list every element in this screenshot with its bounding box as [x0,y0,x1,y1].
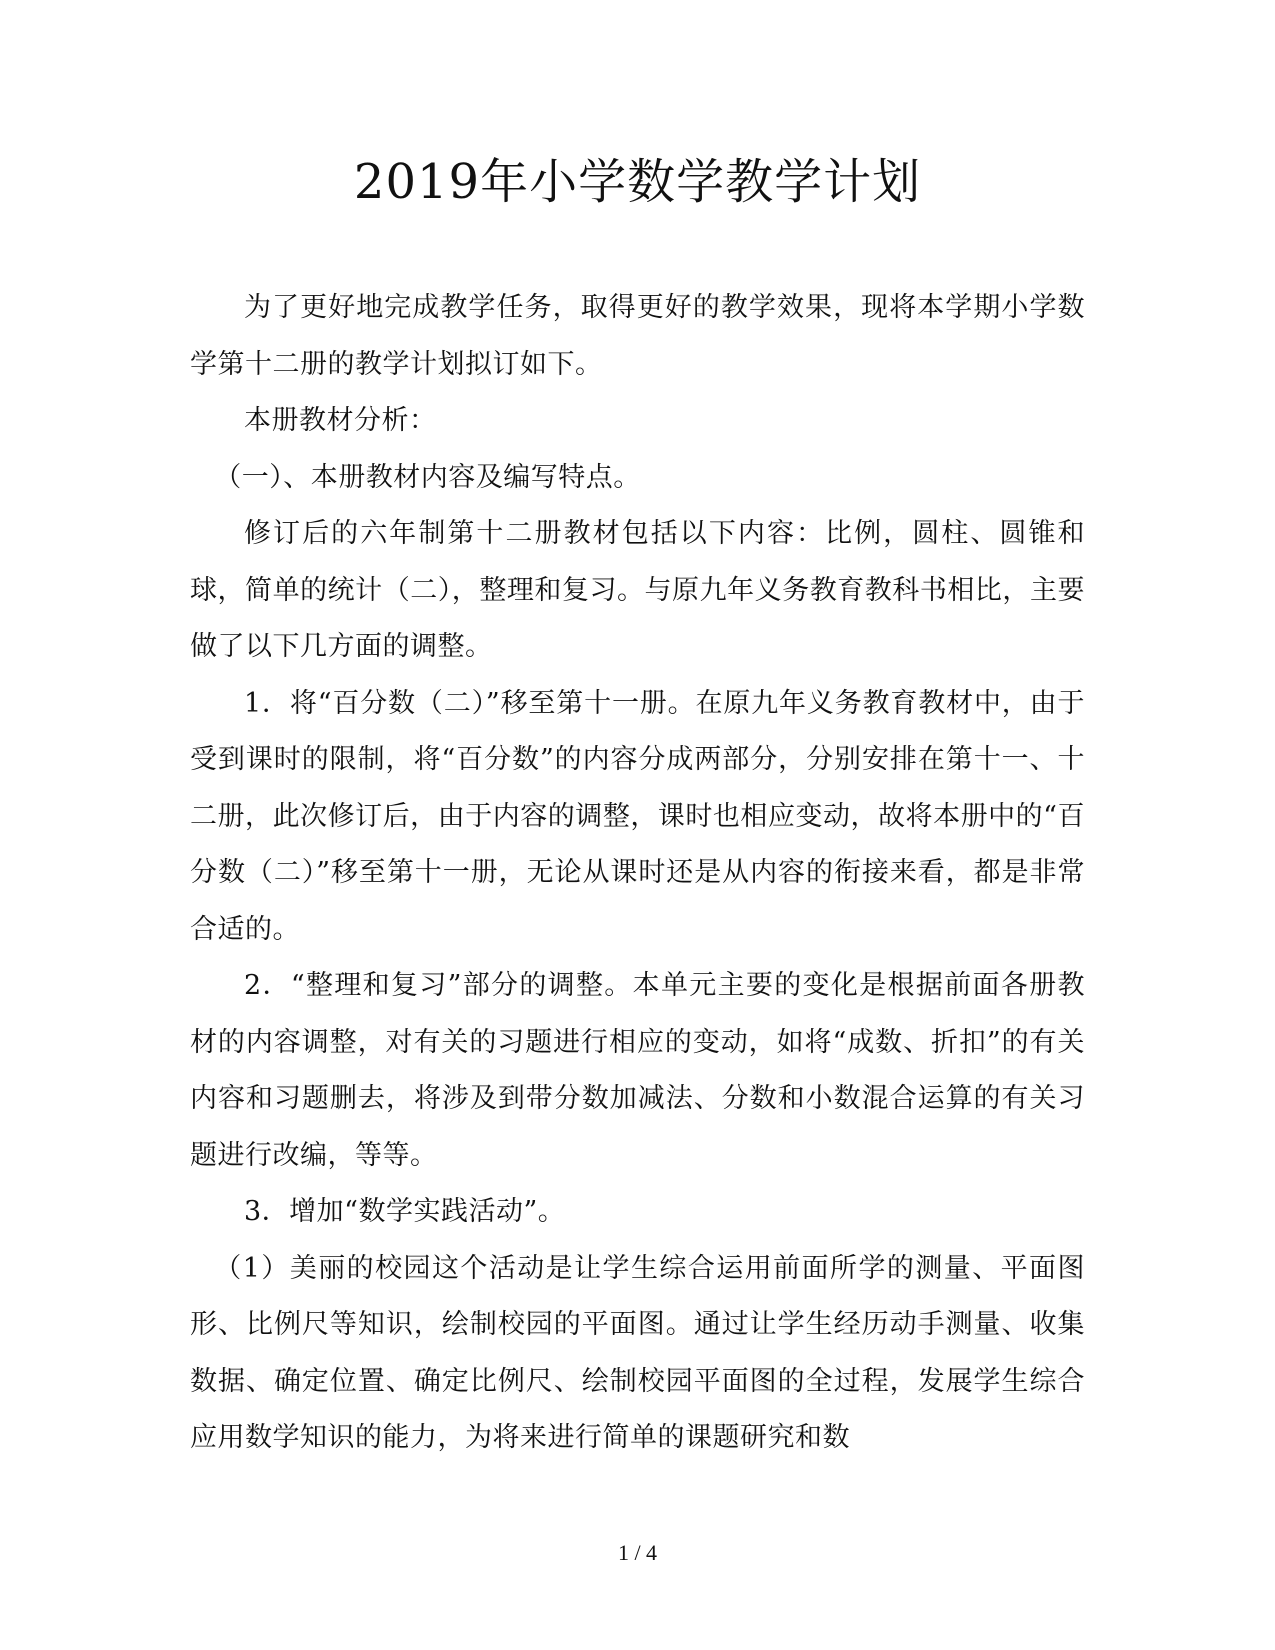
document-title: 2019年小学数学教学计划 [353,154,922,210]
paragraph-item-1: 1．将“百分数（二）”移至第十一册。在原九年义务教育教材中，由于受到课时的限制，将“百分数”的内容分成两部分，分别安排在第十一、十二册，此次修订后，由于内容的调整，课时也相应变动，故将本册中的“百分数（二）”移至第十一册，无论从课时还是从内容的衔接来看，都是非常合适的。 [190,687,1085,945]
document-body [190,280,1085,1467]
paragraph-section-one-heading: （一）、本册教材内容及编写特点。 [214,461,641,493]
paragraph-intro: 为了更好地完成教学任务，取得更好的教学效果，现将本学期小学数学第十二册的教学计划拟订如下。 [190,292,1085,380]
paragraph-item-3-1: （1）美丽的校园这个活动是让学生综合运用前面所学的测量、平面图形、比例尺等知识，绘制校园的平面图。通过让学生经历动手测量、收集数据、确定位置、确定比例尺、绘制校园平面图的全过程，发展学生综合应用数学知识的能力，为将来进行简单的课题研究和数 [190,1252,1085,1453]
paragraph-analysis-heading: 本册教材分析： [244,405,437,436]
page-number: 1 / 4 [617,1540,658,1565]
paragraph-contents: 修订后的六年制第十二册教材包括以下内容：比例，圆柱、圆锥和球，简单的统计（二），整理和复习。与原九年义务教育教科书相比，主要做了以下几方面的调整。 [190,518,1085,662]
paragraph-item-2: 2．“整理和复习”部分的调整。本单元主要的变化是根据前面各册教材的内容调整，对有关的习题进行相应的变动，如将“成数、折扣”的有关内容和习题删去，将涉及到带分数加减法、分数和小数混合运算的有关习题进行改编，等等。 [190,970,1085,1171]
paragraph-item-3: 3．增加“数学实践活动”。 [244,1196,566,1227]
